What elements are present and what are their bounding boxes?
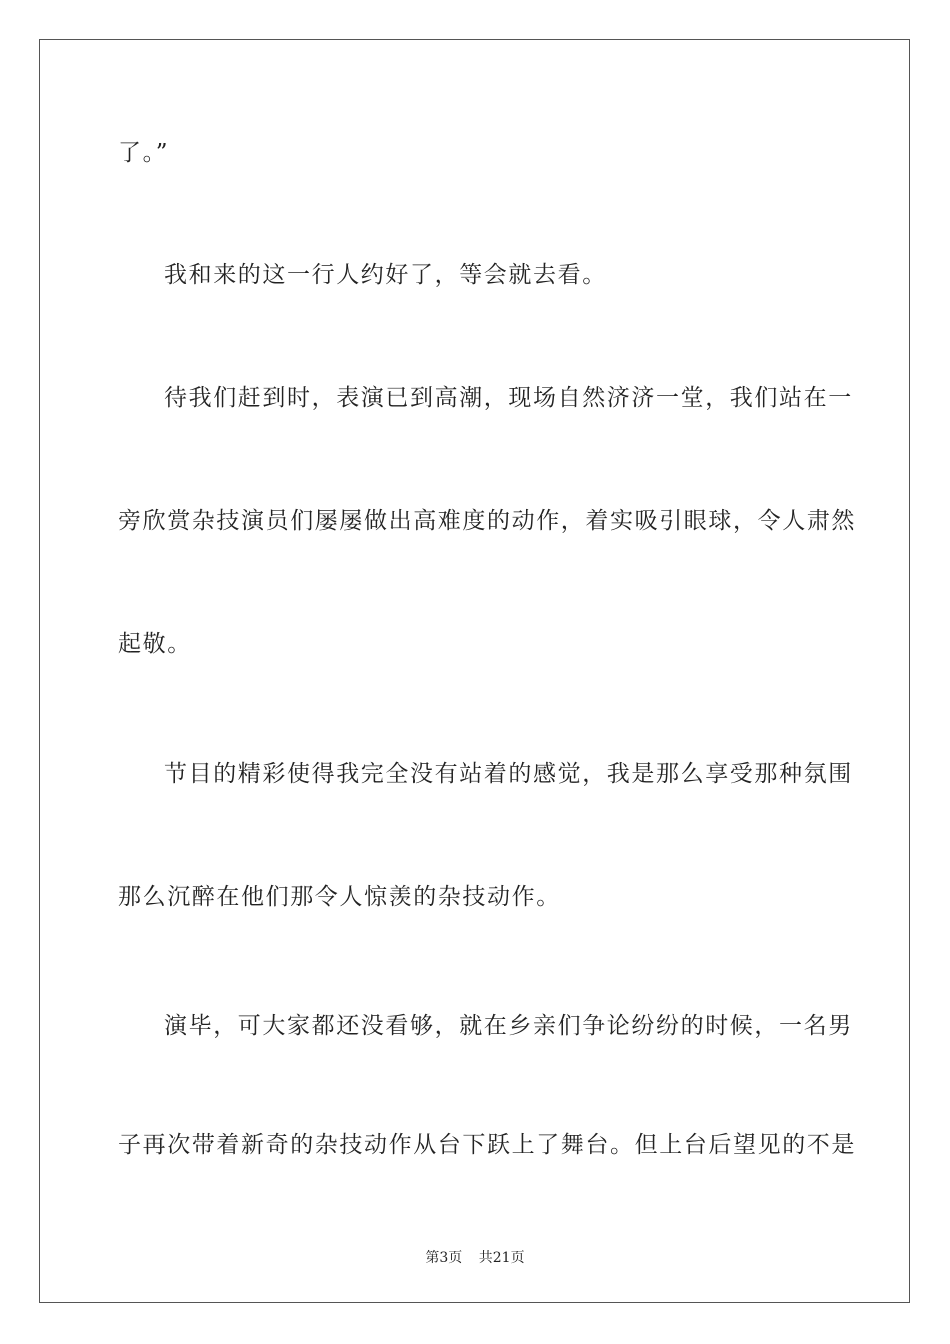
text-line-7: 那么沉醉在他们那令人惊羡的杂技动作。 — [118, 884, 561, 910]
text-line-5: 起敬。 — [118, 631, 192, 657]
text-line-1: 了。” — [118, 140, 170, 166]
page-footer — [0, 1247, 950, 1267]
text-line-2: 我和来的这一行人约好了，等会就去看。 — [164, 262, 607, 288]
page-border — [39, 39, 910, 1303]
text-line-9: 子再次带着新奇的杂技动作从台下跃上了舞台。但上台后望见的不是 — [118, 1132, 856, 1158]
text-line-3: 待我们赶到时，表演已到高潮，现场自然济济一堂，我们站在一 — [164, 385, 853, 411]
text-line-6: 节目的精彩使得我完全没有站着的感觉，我是那么享受那种氛围 — [164, 761, 853, 787]
page-number: 第3页 — [425, 1250, 463, 1266]
text-line-4: 旁欣赏杂技演员们屡屡做出高难度的动作，着实吸引眼球，令人肃然 — [118, 508, 856, 534]
page-total: 共21页 — [478, 1250, 525, 1266]
text-line-8: 演毕，可大家都还没看够，就在乡亲们争论纷纷的时候，一名男 — [164, 1013, 853, 1039]
